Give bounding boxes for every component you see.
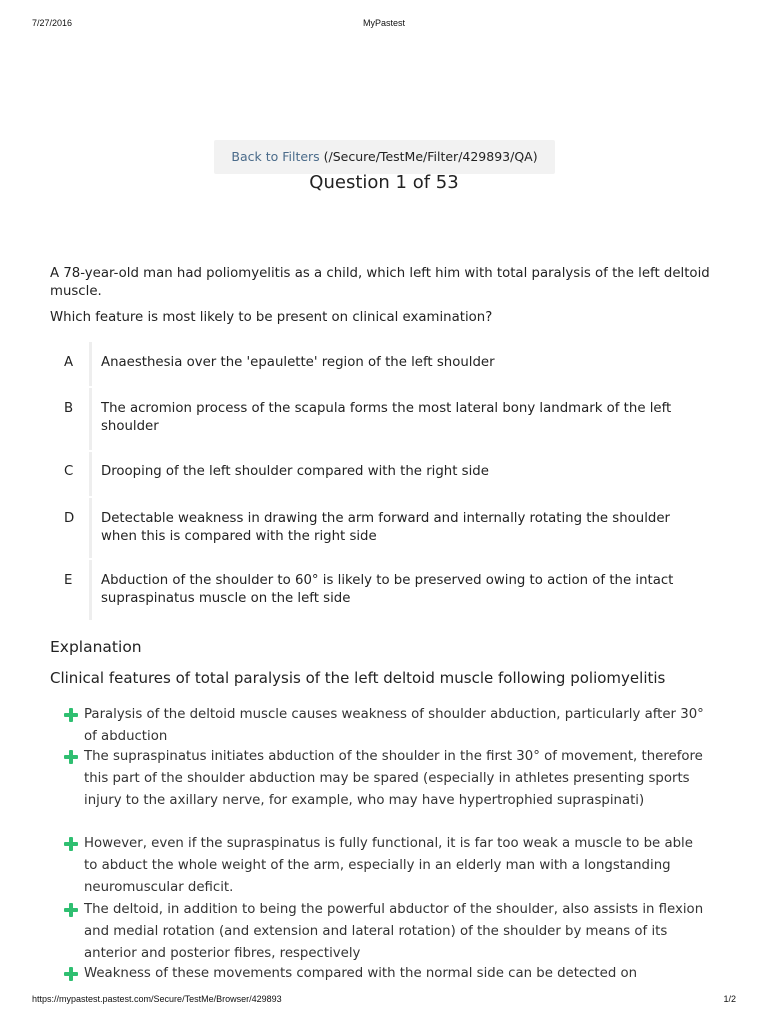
option-text: Detectable weakness in drawing the arm forward and internally rotating the shoulder when this is compared with the right side: [101, 511, 670, 544]
option-text: Abduction of the shoulder to 60° is likely to be preserved owing to action of the intact supraspinatus muscle on the left side: [101, 573, 674, 606]
back-to-filters-link[interactable]: Back to Filters: [231, 149, 320, 164]
bullet-text: Weakness of these movements compared with the normal side can be detected on: [84, 966, 638, 981]
print-url: https://mypastest.pastest.com/Secure/TestMe/Browser/429893: [32, 994, 282, 1004]
explanation-heading: Explanation: [50, 638, 142, 656]
bullet-text: The deltoid, in addition to being the powerful abductor of the shoulder, also assists in flexion and medial rotation (and extension and lateral rotation) of the shoulder by means of its anterior and posterior fibres, respectively: [84, 902, 704, 961]
plus-icon: [64, 708, 78, 722]
print-page-number: 1/2: [723, 994, 736, 1004]
plus-icon: [64, 903, 78, 917]
option-text: Drooping of the left shoulder compared with the right side: [101, 464, 489, 479]
option-letter: A: [64, 355, 74, 370]
option-divider: [89, 498, 92, 558]
question-counter: Question 1 of 53: [309, 172, 459, 193]
option-letter: C: [64, 464, 74, 479]
option-divider: [89, 560, 92, 620]
bullet-text: Paralysis of the deltoid muscle causes weakness of shoulder abduction, particularly after 30° of abduction: [84, 707, 704, 744]
explanation-subheading: Clinical features of total paralysis of the left deltoid muscle following poliomyelitis: [50, 669, 666, 687]
option-divider: [89, 388, 92, 450]
back-to-filters-bar: [214, 140, 555, 174]
option-text: The acromion process of the scapula forms the most lateral bony landmark of the left shoulder: [101, 401, 672, 434]
back-to-filters-path: (/Secure/TestMe/Filter/429893/QA): [319, 149, 538, 164]
option-text: Anaesthesia over the 'epaulette' region of the left shoulder: [101, 355, 495, 370]
question-stem: A 78-year-old man had poliomyelitis as a child, which left him with total paralysis of the left deltoid muscle.: [50, 266, 710, 299]
plus-icon: [64, 967, 78, 981]
option-letter: B: [64, 401, 74, 416]
print-page-title: MyPastest: [362, 18, 405, 28]
plus-icon: [64, 837, 78, 851]
option-divider: [89, 452, 92, 496]
bullet-text: The supraspinatus initiates abduction of the shoulder in the first 30° of movement, therefore this part of the shoulder abduction may be spared (especially in athletes presenting sports injury to the axillary nerve, for example, who may have hypertrophied supraspinati): [84, 749, 703, 808]
option-letter: E: [64, 573, 73, 588]
bullet-text: However, even if the supraspinatus is fully functional, it is far too weak a muscle to be able to abduct the whole weight of the arm, especially in an elderly man with a longstanding neuromuscular deficit.: [84, 836, 693, 895]
plus-icon: [64, 750, 78, 764]
question-prompt: Which feature is most likely to be present on clinical examination?: [50, 310, 493, 325]
print-date: 7/27/2016: [32, 18, 73, 28]
option-divider: [89, 342, 92, 386]
option-letter: D: [64, 511, 75, 526]
